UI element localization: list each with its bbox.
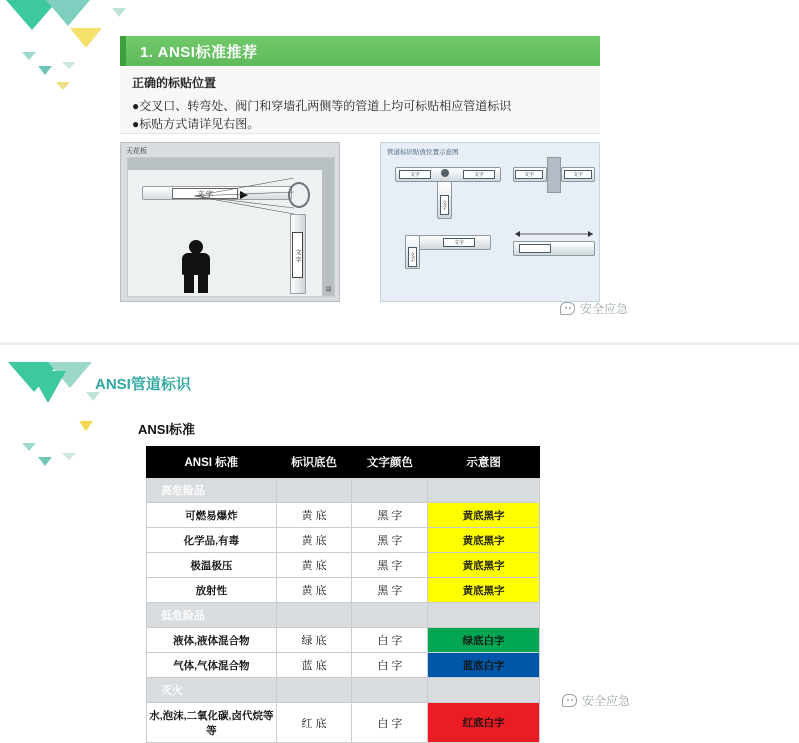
pipe-tag: 文字 xyxy=(564,170,592,179)
section-title: 1. ANSI标准推荐 xyxy=(140,43,258,61)
body-lead: 正确的标贴位置 xyxy=(132,76,217,90)
pipe-joint xyxy=(441,169,449,177)
group-blank xyxy=(352,678,428,703)
page-subtitle: ANSI标准 xyxy=(138,422,196,437)
vertical-pipe-label: 文 字 xyxy=(292,232,303,278)
table-header xyxy=(147,447,540,478)
wall-label: 墙 xyxy=(324,286,330,292)
section-header-bar xyxy=(120,36,600,66)
section-body xyxy=(120,66,600,134)
column-header-textcolor: 文字颜色 xyxy=(352,447,428,478)
slide-ansi-recommendation xyxy=(0,0,799,345)
group-label: 低危险品 xyxy=(147,603,277,628)
decorative-triangle xyxy=(38,457,52,466)
cell-demo: 黄底黑字 xyxy=(428,503,540,528)
group-blank xyxy=(276,478,352,503)
figure-left-canvas xyxy=(127,157,335,297)
decorative-triangle xyxy=(79,421,93,431)
cell-demo: 黄底黑字 xyxy=(428,528,540,553)
cell-textcolor: 黑 字 xyxy=(352,578,428,603)
pipe-marker-label: 文 字 xyxy=(172,188,238,199)
cell-bgcolor: 蓝 底 xyxy=(276,653,352,678)
cell-demo: 黄底黑字 xyxy=(428,578,540,603)
decorative-triangle xyxy=(56,82,70,90)
table-group-row xyxy=(147,678,540,703)
cell-demo: 黄底黑字 xyxy=(428,553,540,578)
table-group-row xyxy=(147,478,540,503)
cell-bgcolor: 绿 底 xyxy=(276,628,352,653)
cell-bgcolor: 红 底 xyxy=(276,703,352,743)
cell-demo: 绿底白字 xyxy=(428,628,540,653)
cell-standard: 放射性 xyxy=(147,578,277,603)
decorative-triangle xyxy=(30,371,66,403)
decorative-triangle xyxy=(62,62,76,69)
wechat-icon xyxy=(562,694,577,707)
cell-standard: 极温极压 xyxy=(147,553,277,578)
pipe-tag: 文字 xyxy=(408,247,417,267)
pipe-tag xyxy=(519,244,551,253)
body-bullet-1: ●交叉口、转弯处、阀门和穿墙孔两侧等的管道上均可标贴相应管道标识 xyxy=(132,99,512,113)
figure-left-caption: 天花板 xyxy=(126,148,147,155)
dimension-arrow-icon xyxy=(513,229,595,239)
pipe-tag: 文字 xyxy=(440,195,449,215)
wall-block xyxy=(547,157,561,193)
watermark xyxy=(562,692,630,709)
cell-demo: 红底白字 xyxy=(428,703,540,743)
group-blank xyxy=(428,603,540,628)
cell-standard: 可燃易爆炸 xyxy=(147,503,277,528)
table-row xyxy=(147,503,540,528)
table-body xyxy=(147,478,540,743)
cell-textcolor: 白 字 xyxy=(352,703,428,743)
decorative-triangle xyxy=(62,453,76,460)
cell-textcolor: 白 字 xyxy=(352,653,428,678)
decorative-triangle xyxy=(22,52,36,60)
person-figure xyxy=(180,240,212,292)
figure-room-view xyxy=(120,142,340,302)
cell-standard: 气体,气体混合物 xyxy=(147,653,277,678)
table-row xyxy=(147,703,540,743)
cell-textcolor: 白 字 xyxy=(352,628,428,653)
watermark-label: 安全应急 xyxy=(582,694,631,708)
body-bullet-2: ●标贴方式请详见右图。 xyxy=(132,117,260,131)
cell-standard: 液体,液体混合物 xyxy=(147,628,277,653)
decorative-triangle xyxy=(22,443,36,451)
group-blank xyxy=(276,603,352,628)
table-row xyxy=(147,578,540,603)
table-row xyxy=(147,628,540,653)
wechat-icon xyxy=(560,302,575,315)
cell-bgcolor: 黄 底 xyxy=(276,528,352,553)
decorative-triangle xyxy=(112,8,126,17)
figure-right-caption: 管道标识贴放位置示意图 xyxy=(387,149,459,156)
group-blank xyxy=(428,678,540,703)
watermark xyxy=(560,300,628,317)
ansi-standard-table xyxy=(146,446,540,743)
table-row xyxy=(147,553,540,578)
column-header-bgcolor: 标识底色 xyxy=(276,447,352,478)
table-header-row xyxy=(147,447,540,478)
cell-standard: 化学品,有毒 xyxy=(147,528,277,553)
column-header-demo: 示意图 xyxy=(428,447,540,478)
wall-band xyxy=(322,158,334,296)
group-blank xyxy=(276,678,352,703)
decorative-triangle xyxy=(70,28,102,48)
cell-standard: 水,泡沫,二氧化碳,卤代烷等等 xyxy=(147,703,277,743)
person-torso xyxy=(182,253,210,275)
watermark-label: 安全应急 xyxy=(580,302,629,316)
decorative-triangle xyxy=(46,0,90,26)
pipe-tag: 文字 xyxy=(443,238,475,247)
cell-textcolor: 黑 字 xyxy=(352,553,428,578)
group-blank xyxy=(352,478,428,503)
table-row xyxy=(147,653,540,678)
cell-textcolor: 黑 字 xyxy=(352,528,428,553)
group-label: 灭火 xyxy=(147,678,277,703)
cell-demo: 蓝底白字 xyxy=(428,653,540,678)
ceiling-band xyxy=(128,158,334,170)
group-blank xyxy=(352,603,428,628)
pipe-tag: 文字 xyxy=(399,170,431,179)
cell-bgcolor: 黄 底 xyxy=(276,553,352,578)
person-head xyxy=(189,240,203,254)
pipe-tag: 文字 xyxy=(463,170,495,179)
table-row xyxy=(147,528,540,553)
cell-bgcolor: 黄 底 xyxy=(276,503,352,528)
page-title: ANSI管道标识 xyxy=(95,376,191,393)
table-group-row xyxy=(147,603,540,628)
column-header-standard: ANSI 标准 xyxy=(147,447,277,478)
cell-textcolor: 黑 字 xyxy=(352,503,428,528)
sight-line-icon xyxy=(194,178,294,214)
decorative-triangle xyxy=(38,66,52,75)
cell-bgcolor: 黄 底 xyxy=(276,578,352,603)
group-blank xyxy=(428,478,540,503)
person-leg-left xyxy=(184,273,194,293)
person-leg-right xyxy=(198,273,208,293)
pipe-tag: 文字 xyxy=(515,170,543,179)
group-label: 高危险品 xyxy=(147,478,277,503)
figure-placement-diagram xyxy=(380,142,600,302)
